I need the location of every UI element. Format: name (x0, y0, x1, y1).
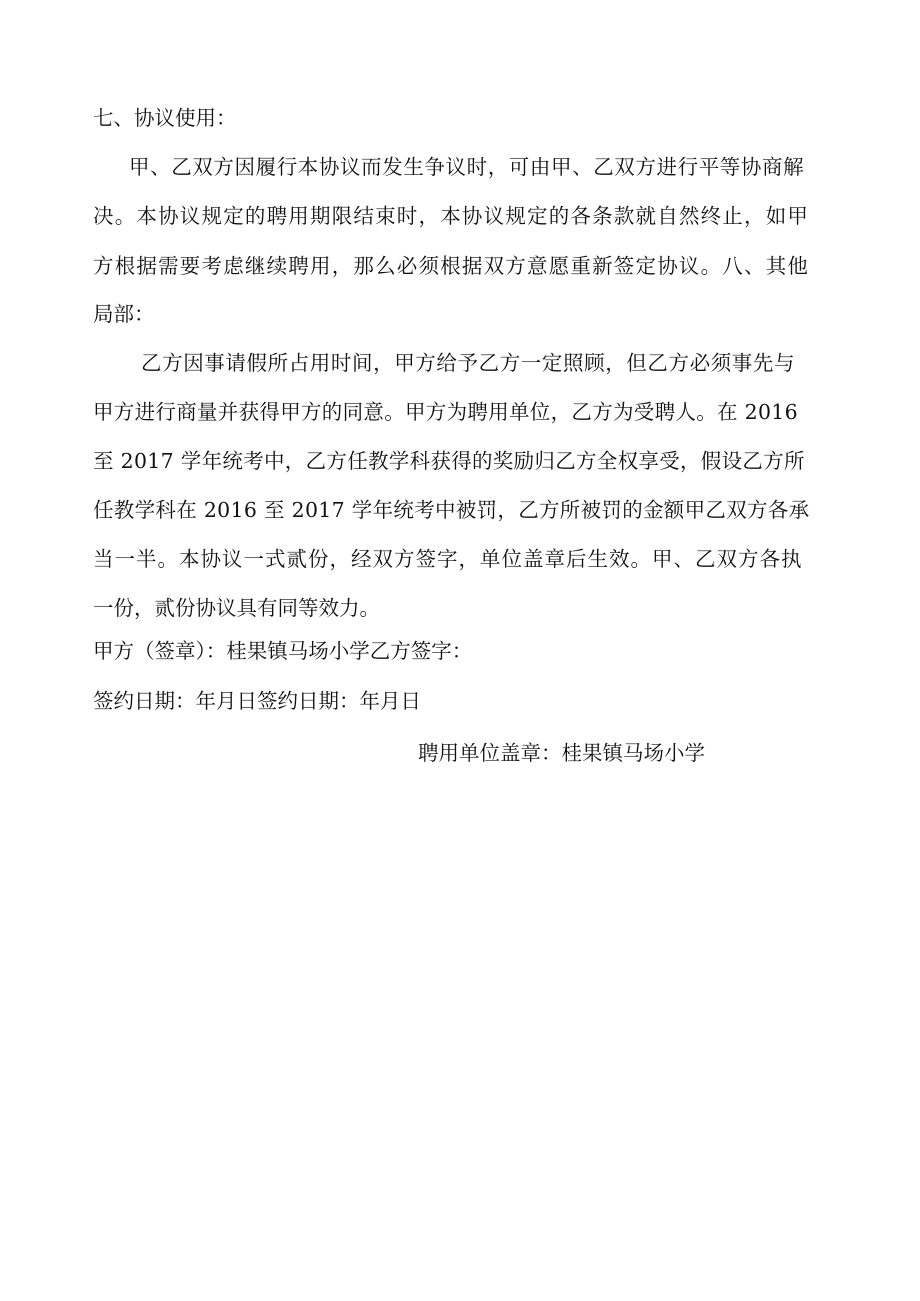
paragraph-2-line-6: 一份，贰份协议具有同等效力。 (93, 596, 380, 620)
paragraph-2-line-2: 甲方进行商量并获得甲方的同意。甲方为聘用单位，乙方为受聘人。在 2016 (93, 400, 798, 424)
paragraph-2-line-5: 当一半。本协议一式贰份，经双方签字，单位盖章后生效。甲、乙双方各执 (93, 547, 803, 571)
date-line: 签约日期：年月日签约日期：年月日 (93, 689, 421, 713)
paragraph-2-line-1: 乙方因事请假所占用时间，甲方给予乙方一定照顾，但乙方必须事先与 (141, 351, 796, 375)
paragraph-2-line-3: 至 2017 学年统考中，乙方任教学科获得的奖励归乙方全权享受，假设乙方所 (93, 449, 805, 473)
paragraph-2-line-4: 任教学科在 2016 至 2017 学年统考中被罚，乙方所被罚的金额甲乙双方各承 (93, 498, 810, 522)
signature-line: 甲方（签章）：桂果镇马场小学乙方签字： (93, 639, 473, 663)
paragraph-1-line-3: 方根据需要考虑继续聘用，那么必须根据双方意愿重新签定协议。八、其他 (93, 254, 810, 278)
paragraph-1-line-2: 决。本协议规定的聘用期限结束时，本协议规定的各条款就自然终止，如甲 (93, 204, 810, 228)
section-7-heading: 七、协议使用： (93, 106, 237, 130)
paragraph-1-line-1: 甲、乙双方因履行本协议而发生争议时，可由甲、乙双方进行平等协商解 (129, 155, 805, 179)
paragraph-1-line-4: 局部： (93, 302, 155, 326)
seal-line: 聘用单位盖章：桂果镇马场小学 (418, 741, 705, 765)
